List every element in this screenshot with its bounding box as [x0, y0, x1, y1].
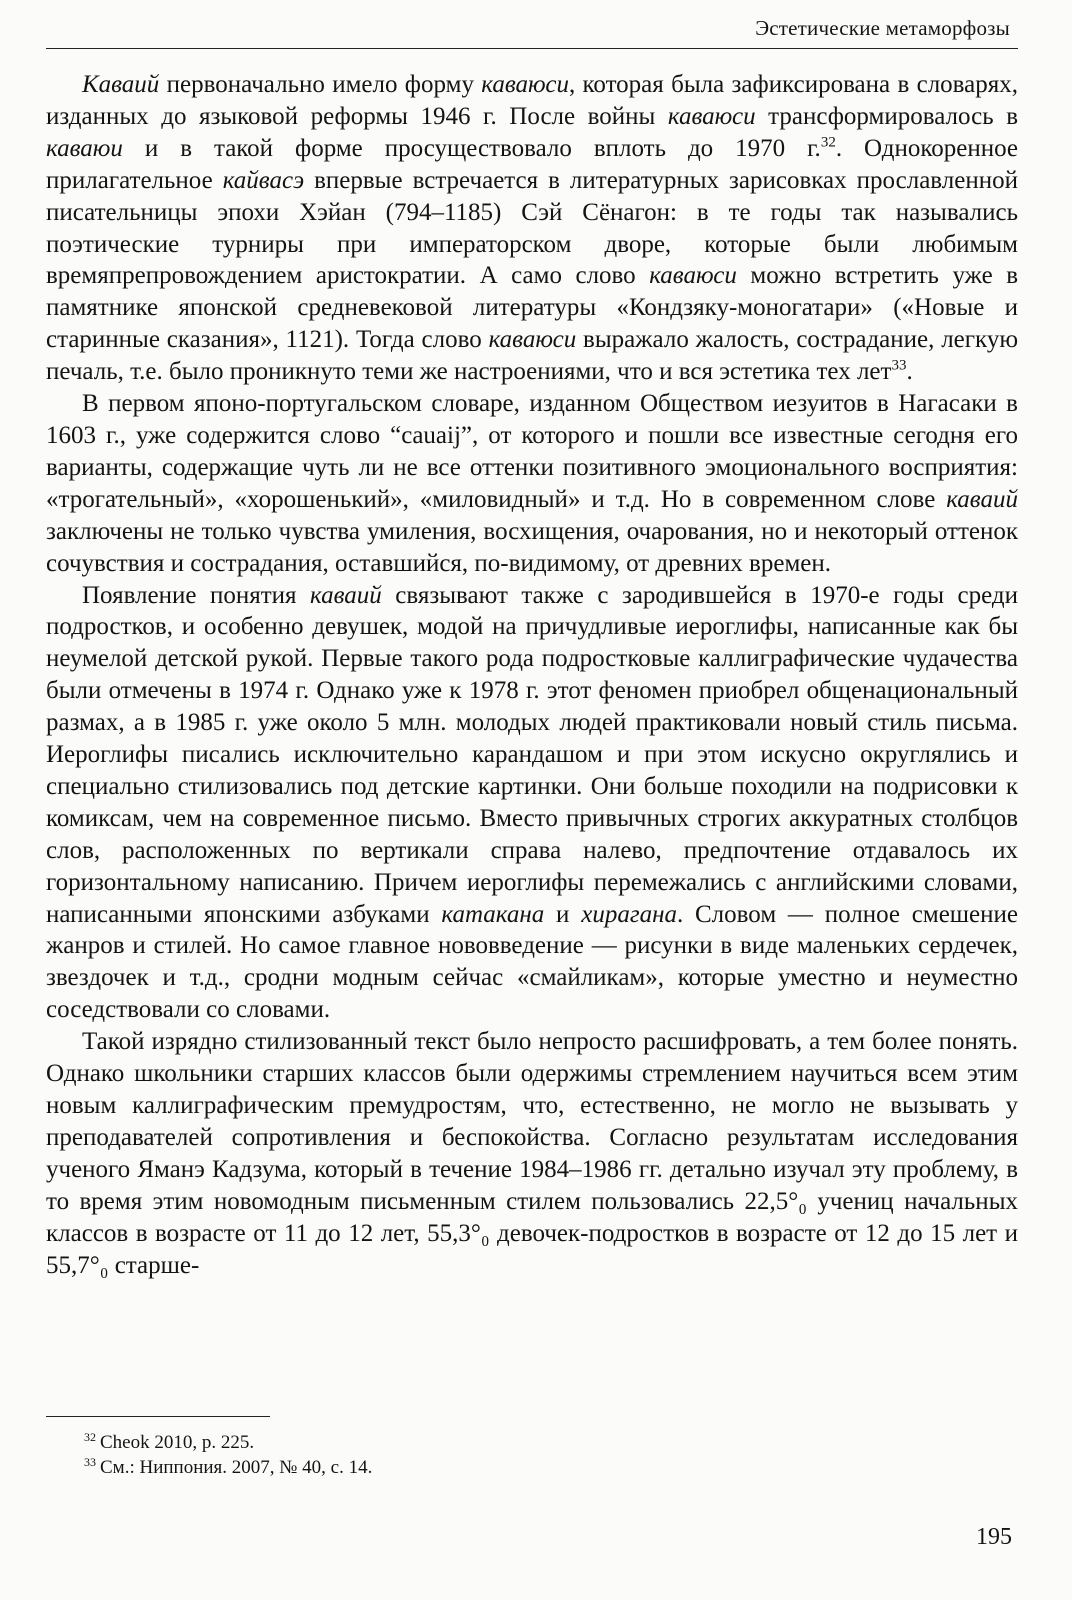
- text-run: выражало жалость, сострадание, легкую печаль, т.е. было проникнуто теми же настроениями, что и вся эстетика тех лет: [46, 326, 1018, 386]
- footnote-text: См.: Ниппония. 2007, № 40, с. 14.: [100, 1457, 373, 1478]
- text-run: Появление понятия: [82, 581, 311, 609]
- footnote: [84, 1455, 372, 1480]
- italic-term: каваий: [310, 581, 382, 609]
- italic-term: каваюси: [481, 71, 569, 98]
- text-run: , которая была зафиксирована в словарях, изданных до языковой реформы 1946 г. После войны: [46, 71, 1019, 130]
- footnote-reference: 33: [891, 357, 907, 374]
- footnote-rule: [46, 1416, 270, 1417]
- text-run: и в такой форме просуществовало вплоть до 1970 г.: [122, 134, 821, 162]
- book-page: [46, 0, 1022, 1600]
- paragraph: [46, 388, 1018, 579]
- running-head: Эстетические метаморфозы: [755, 16, 1010, 40]
- text-run: Такой изрядно стилизованный текст было непросто расшифровать, а тем более понять. Однако школьники старших классов были одержимы стремлением научиться всем этим новым каллиграфическим премудростям, что, естественно, не могло не вызывать у преподавателей сопротивления и беспокойства. Согласно результатам исследования ученого Яманэ Кадзума, который в течение 1984–1986 гг. детально изучал эту проблему, в то время этим новомодным письменным стилем пользовались 22,5°₀ учениц начальных классов в возрасте от 11 до 12 лет, 55,3°₀ девочек-подростков в возрасте от 12 до 15 лет и 55,7°₀ старше-: [46, 1028, 1018, 1279]
- text-run: . Словом — полное смешение жанров и стилей. Но самое главное нововведение — рисунки в виде маленьких сердечек, звездочек и т.д., сродни модным сейчас «смайликам», которые уместно и неуместно соседствовали со словами.: [46, 900, 1018, 1024]
- paragraph: [46, 69, 1018, 388]
- paragraph: [46, 1026, 1018, 1281]
- text-run: первоначально имело форму: [159, 71, 482, 98]
- italic-term: каваюси: [649, 262, 737, 290]
- italic-term: хирагана: [581, 900, 677, 928]
- text-run: впервые встречается в литературных зарисовках прославленной писательницы эпохи Хэйан (794–1185) Сэй Сёнагон: в те годы так назывались поэтические турниры при императорском дворе, которые были любимым времяпрепровождением аристократии. А само слово: [46, 166, 1018, 290]
- italic-term: кайвасэ: [222, 166, 305, 194]
- text-run: . Однокоренное прилагательное: [46, 134, 1018, 194]
- italic-term: каваюи: [46, 134, 123, 162]
- text-run: .: [906, 358, 913, 386]
- footnotes: [84, 1430, 372, 1480]
- text-run: и: [544, 900, 582, 928]
- italic-term: катакана: [441, 900, 545, 928]
- text-run: трансформировалось в: [755, 102, 1018, 130]
- text-run: В первом японо-португальском словаре, изданном Обществом иезуитов в Нагасаки в 1603 г., уже содержится слово “cauaij”, от которого и пошли все известные сегодня его варианты, содержащие чуть ли не все оттенки позитивного эмоционального восприятия: «трогательный», «хорошенький», «миловидный» и т.д. Но в современном слове: [46, 390, 1018, 513]
- header-rule: [46, 48, 1018, 49]
- body-text: [46, 69, 1018, 1281]
- italic-term: каваий: [946, 485, 1018, 513]
- italic-term: Каваий: [82, 71, 160, 98]
- text-run: заключены не только чувства умиления, восхищения, очарования, но и некоторый оттенок сочувствия и сострадания, оставшийся, по-видимому, от древних времен.: [46, 517, 1018, 577]
- footnote-text: Cheok 2010, p. 225.: [100, 1432, 255, 1453]
- italic-term: каваюси: [667, 102, 756, 130]
- text-run: можно встретить уже в памятнике японской средневековой литературы «Кондзяку-моногатари» («Новые и старинные сказания», 1121). Тогда слово: [46, 262, 1018, 354]
- text-run: связывают также с зародившейся в 1970-е годы среди подростков, и особенно девушек, модой на причудливые иероглифы, написанные как бы неумелой детской рукой. Первые такого рода подростковые каллиграфические чудачества были отмечены в 1974 г. Однако уже к 1978 г. этот феномен приобрел общенациональный размах, а в 1985 г. уже около 5 млн. молодых людей практиковали новый стиль письма. Иероглифы писались исключительно карандашом и при этом искусно округлялись и специально стилизовались под детские картинки. Они больше походили на подрисовки к комиксам, чем на современное письмо. Вместо привычных строгих аккуратных столбцов слов, расположенных по вертикали справа налево, предпочтение отдавалось их горизонтальному написанию. Причем иероглифы перемежались с английскими словами, написанными японскими азбуками: [46, 581, 1018, 928]
- page-number: 195: [976, 1524, 1012, 1550]
- footnote: [84, 1430, 372, 1455]
- footnote-number: 32: [84, 1429, 96, 1444]
- paragraph: [46, 580, 1018, 1027]
- italic-term: каваюси: [488, 326, 577, 354]
- footnote-number: 33: [84, 1454, 96, 1469]
- footnote-reference: 32: [820, 134, 836, 151]
